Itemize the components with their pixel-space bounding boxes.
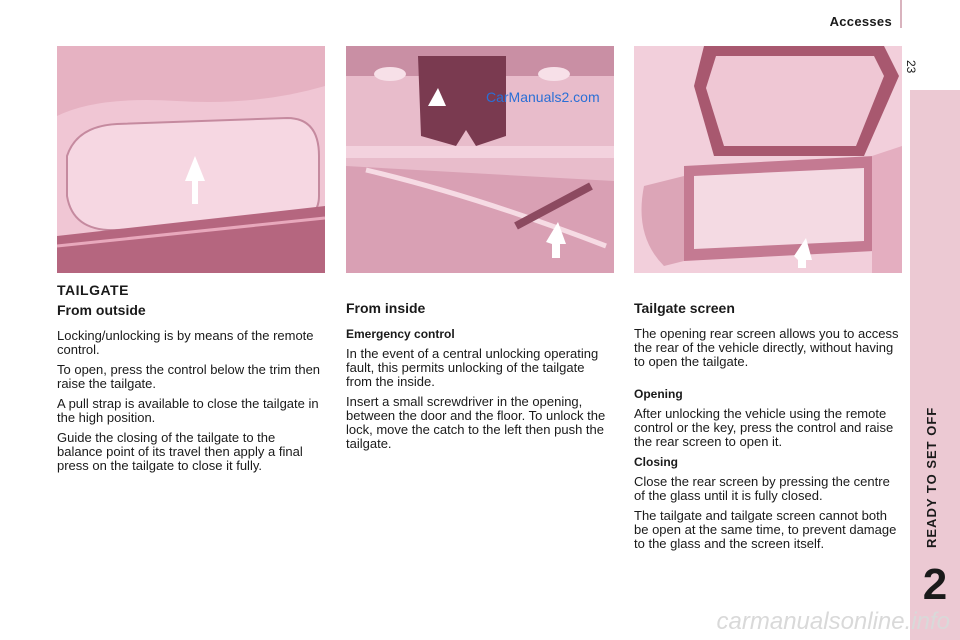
tailgate-screen-heading: Tailgate screen <box>634 300 735 316</box>
paragraph: Close the rear screen by pressing the centre of the glass until it is fully closed. <box>634 474 890 503</box>
paragraph: Insert a small screwdriver in the opening, between the door and the floor. To unlock the lock, move the catch to the left then push the tailgate. <box>346 394 606 451</box>
chapter-number: 2 <box>922 560 948 609</box>
paragraph: To open, press the control below the trim then raise the tailgate. <box>57 362 321 391</box>
tailgate-outside-photo <box>57 46 325 273</box>
column-from-outside <box>57 283 322 479</box>
tailgate-inside-photo <box>346 46 614 273</box>
header-divider <box>900 0 902 28</box>
tailgate-heading: TAILGATE <box>57 282 129 298</box>
column-from-inside <box>346 301 614 457</box>
page-number: 23 <box>904 60 918 74</box>
footer-watermark: carmanualsonline.info <box>716 608 950 635</box>
column-tailgate-screen <box>634 301 904 557</box>
paragraph: In the event of a central unlocking operating fault, this permits unlocking of the tailgate from the inside. <box>346 346 599 389</box>
section-title: Accesses <box>829 14 892 29</box>
opening-heading: Opening <box>634 387 683 401</box>
tailgate-screen-photo <box>634 46 902 273</box>
watermark-text: CarManuals2.com <box>486 89 600 105</box>
paragraph: The opening rear screen allows you to access the rear of the vehicle directly, without having to open the tailgate. <box>634 326 899 369</box>
paragraph: Guide the closing of the tailgate to the balance point of its travel then apply a final press on the tailgate to close it fully. <box>57 430 303 473</box>
from-inside-heading: From inside <box>346 300 426 316</box>
paragraph: After unlocking the vehicle using the remote control or the key, press the control and raise the rear screen to open it. <box>634 406 894 449</box>
paragraph: A pull strap is available to close the tailgate in the high position. <box>57 396 319 425</box>
from-outside-heading: From outside <box>57 302 146 318</box>
paragraph: The tailgate and tailgate screen cannot both be open at the same time, to prevent damage to the glass and the screen itself. <box>634 508 897 551</box>
chapter-tab-label: READY TO SET OFF <box>924 406 939 548</box>
closing-heading: Closing <box>634 455 678 469</box>
emergency-control-heading: Emergency control <box>346 327 455 341</box>
chapter-side-tab <box>910 90 960 640</box>
paragraph: Locking/unlocking is by means of the remote control. <box>57 328 314 357</box>
spacer <box>634 375 904 387</box>
